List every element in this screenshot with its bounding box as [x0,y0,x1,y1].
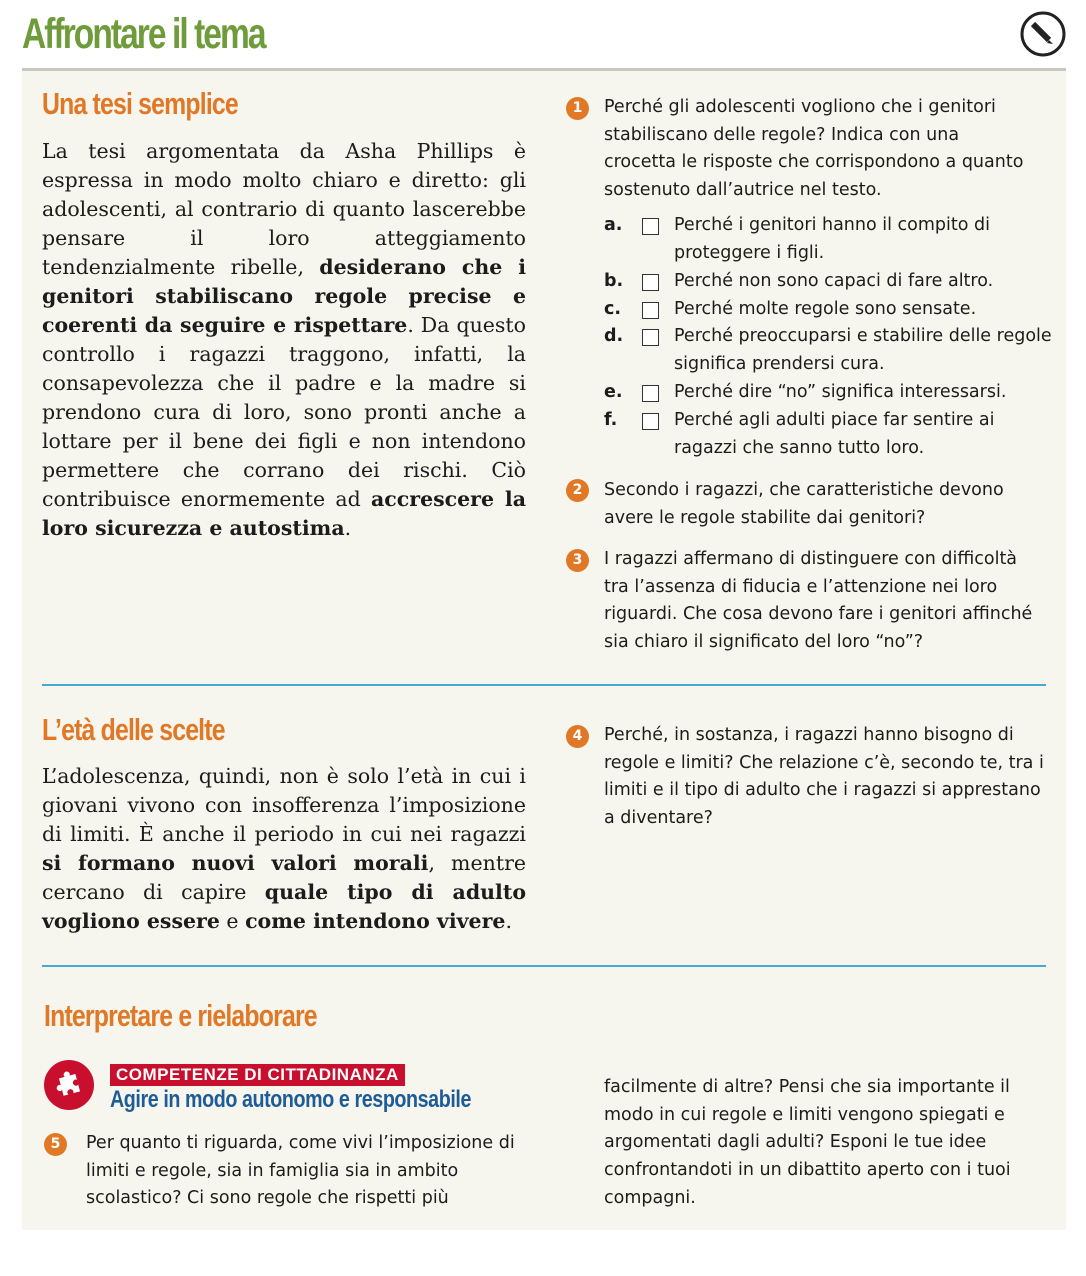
question-4-text: Perché, in sostanza, i ragazzi hanno bisogno di regole e limiti? Che relazione c’è, secondo te, tra i limiti e il tipo di adulto che i ragazzi si apprestano a diventare? [604,725,1044,829]
text-run: La tesi argomentata da Asha Phillips è espressa in modo molto chiaro e diretto: gli adolescenti, al contrario di quanto lascerebbe pensare il loro atteggiamento tendenzialmente ribelle, [42,139,526,279]
option-c-checkbox[interactable] [642,302,659,319]
option-letter: c. [604,299,622,319]
section-title-tesi: Una tesi semplice [42,86,238,121]
option-text: Perché molte regole sono sensate. [674,299,977,319]
question-number-4: 4 [566,725,589,748]
section-body-eta [42,762,526,936]
section-divider [42,965,1046,967]
question-number-1: 1 [566,97,589,120]
section-divider [42,684,1046,686]
text-run-bold: si formano nuovi valori morali [42,851,429,875]
option-letter: d. [604,326,624,346]
question-number-3: 3 [566,549,589,572]
option-text: Perché i genitori hanno il compito di proteggere i figli. [674,215,990,263]
option-f-checkbox[interactable] [642,413,659,430]
section-body-tesi [42,137,526,543]
option-letter: e. [604,382,623,402]
text-run: , mentre cercano di capire [42,851,526,904]
question-number-5: 5 [44,1133,67,1156]
option-e-checkbox[interactable] [642,385,659,402]
competence-label: COMPETENZE DI CITTADINANZA [110,1064,405,1086]
question-1-text: Perché gli adolescenti vogliono che i genitori stabiliscano delle regole? Indica con una crocetta le risposte che corrispondono a quanto sostenuto dall’autrice nel testo. [604,97,1024,201]
option-letter: f. [604,410,618,430]
option-text: Perché preoccuparsi e stabilire delle regole significa prendersi cura. [674,326,1052,374]
option-letter: a. [604,215,623,235]
option-text: Perché non sono capaci di fare altro. [674,271,994,291]
question-2-text: Secondo i ragazzi, che caratteristiche devono avere le regole stabilite dai genitori? [604,480,1004,528]
option-d-checkbox[interactable] [642,329,659,346]
option-a-checkbox[interactable] [642,218,659,235]
page-title: Affrontare il tema [22,10,265,58]
text-run-bold: accrescere la loro sicurezza e autostima [42,487,526,540]
question-5-text-right: facilmente di altre? Pensi che sia importante il modo in cui regole e limiti vengono spiegati e argomentati dagli adulti? Esponi le tue idee confrontandoti in un dibattito aperto con i tuoi compagni. [604,1077,1011,1208]
text-run-bold: desiderano che i genitori stabiliscano regole precise e coerenti da seguire e rispettare [42,255,526,337]
text-run: . [344,516,352,540]
section-title-interpretare: Interpretare e rielaborare [44,998,317,1033]
competence-subtitle: Agire in modo autonomo e responsabile [110,1086,471,1113]
option-b-checkbox[interactable] [642,274,659,291]
option-text: Perché agli adulti piace far sentire ai ragazzi che sanno tutto loro. [674,410,995,458]
option-letter: b. [604,271,624,291]
text-run: e [219,909,246,933]
option-text: Perché dire “no” significa interessarsi. [674,382,1007,402]
text-run-bold: quale tipo di adulto vogliono essere [42,880,526,933]
text-run-bold: come intendono vivere [245,909,506,933]
pencil-icon [1019,10,1067,58]
section-title-eta: L’età delle scelte [42,712,225,747]
text-run: L’adolescenza, quindi, non è solo l’età in cui i giovani vivono con insofferenza l’imposizione di limiti. È anche il periodo in cui nei ragazzi [42,764,526,846]
text-run: . [505,909,512,933]
question-number-2: 2 [566,479,589,502]
question-3-text: I ragazzi affermano di distinguere con difficoltà tra l’assenza di fiducia e l’attenzione nei loro riguardi. Che cosa devono fare i genitori affinché sia chiaro il significato del loro “no”? [604,549,1033,653]
question-5-text-left: Per quanto ti riguarda, come vivi l’imposizione di limiti e regole, sia in famiglia sia in ambito scolastico? Ci sono regole che rispetti più [86,1133,515,1209]
puzzle-icon [44,1060,94,1110]
text-run: . Da questo controllo i ragazzi traggono, infatti, la consapevolezza che il padre e la madre si prendono cura di loro, sono pronti anche a lottare per il bene dei figli e non intendono permettere che corrano dei rischi. Ciò contribuisce enormemente ad [42,313,527,511]
